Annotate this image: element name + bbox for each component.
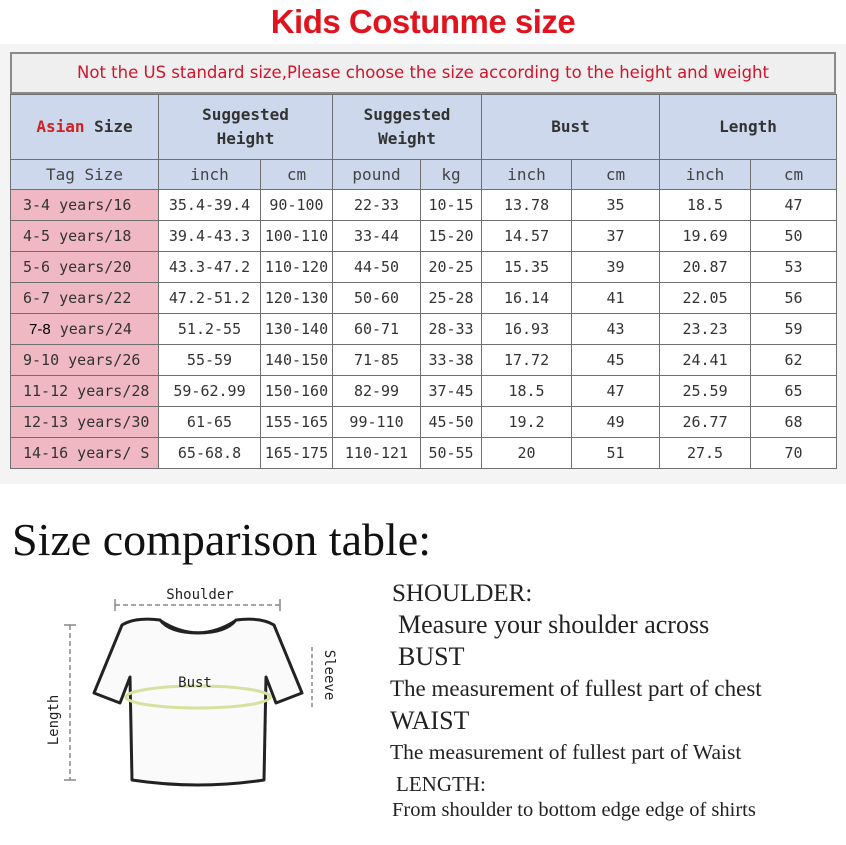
table-row <box>11 190 837 221</box>
cell-h-cm: 90-100 <box>261 190 333 221</box>
cell-h-cm: 155-165 <box>261 407 333 438</box>
table-row <box>11 345 837 376</box>
subheader-cell: Tag Size <box>11 160 159 190</box>
table-subheader-row <box>11 160 837 190</box>
tag-size-cell: 9-10 years/26 <box>11 345 159 376</box>
table-row <box>11 376 837 407</box>
cell-b-cm: 39 <box>572 252 660 283</box>
waist-text: The measurement of fullest part of Waist <box>390 740 742 764</box>
subheader-cell: pound <box>333 160 421 190</box>
tshirt-outline <box>94 619 302 785</box>
cell-l-cm: 70 <box>751 438 837 469</box>
cell-h-inch: 65-68.8 <box>159 438 261 469</box>
cell-b-cm: 35 <box>572 190 660 221</box>
table-row <box>11 252 837 283</box>
table-row <box>11 283 837 314</box>
cell-h-cm: 150-160 <box>261 376 333 407</box>
subheader-cell: cm <box>572 160 660 190</box>
cell-l-inch: 18.5 <box>660 190 751 221</box>
shoulder-label: Shoulder <box>166 587 234 603</box>
table-row <box>11 438 837 469</box>
bust-heading: BUST <box>398 642 465 671</box>
length-label: Length <box>46 694 62 746</box>
table-row <box>11 221 837 252</box>
tshirt-diagram <box>40 575 350 800</box>
cell-w-lb: 60-71 <box>333 314 421 345</box>
subheader-cell: inch <box>482 160 572 190</box>
cell-l-cm: 50 <box>751 221 837 252</box>
cell-w-lb: 110-121 <box>333 438 421 469</box>
cell-h-cm: 110-120 <box>261 252 333 283</box>
cell-h-inch: 39.4-43.3 <box>159 221 261 252</box>
cell-h-cm: 100-110 <box>261 221 333 252</box>
header-suggested-height: Suggested Height <box>159 95 333 160</box>
cell-h-inch: 51.2-55 <box>159 314 261 345</box>
cell-l-inch: 19.69 <box>660 221 751 252</box>
cell-b-inch: 15.35 <box>482 252 572 283</box>
cell-w-kg: 33-38 <box>421 345 482 376</box>
cell-l-inch: 22.05 <box>660 283 751 314</box>
cell-b-inch: 17.72 <box>482 345 572 376</box>
cell-h-cm: 120-130 <box>261 283 333 314</box>
cell-l-cm: 68 <box>751 407 837 438</box>
cell-w-lb: 33-44 <box>333 221 421 252</box>
table-header-row <box>11 95 837 160</box>
cell-w-kg: 45-50 <box>421 407 482 438</box>
cell-h-inch: 55-59 <box>159 345 261 376</box>
cell-b-cm: 41 <box>572 283 660 314</box>
cell-w-kg: 37-45 <box>421 376 482 407</box>
subheader-cell: inch <box>159 160 261 190</box>
cell-w-kg: 15-20 <box>421 221 482 252</box>
cell-l-cm: 65 <box>751 376 837 407</box>
cell-w-lb: 99-110 <box>333 407 421 438</box>
header-bust: Bust <box>482 95 660 160</box>
cell-b-inch: 16.93 <box>482 314 572 345</box>
cell-l-cm: 62 <box>751 345 837 376</box>
cell-w-kg: 25-28 <box>421 283 482 314</box>
cell-h-inch: 59-62.99 <box>159 376 261 407</box>
cell-l-inch: 20.87 <box>660 252 751 283</box>
cell-b-cm: 45 <box>572 345 660 376</box>
size-table <box>10 94 837 469</box>
cell-b-inch: 20 <box>482 438 572 469</box>
cell-b-inch: 14.57 <box>482 221 572 252</box>
header-asian-size: Asian Size <box>11 95 159 160</box>
cell-b-cm: 51 <box>572 438 660 469</box>
cell-l-cm: 56 <box>751 283 837 314</box>
cell-h-cm: 130-140 <box>261 314 333 345</box>
cell-h-cm: 140-150 <box>261 345 333 376</box>
tag-size-cell: 3-4 years/16 <box>11 190 159 221</box>
size-notice: Not the US standard size,Please choose the size according to the height and weight <box>10 52 836 94</box>
shoulder-text: Measure your shoulder across <box>398 610 710 639</box>
header-suggested-weight: Suggested Weight <box>333 95 482 160</box>
header-length: Length <box>660 95 837 160</box>
cell-w-lb: 50-60 <box>333 283 421 314</box>
comparison-title: Size comparison table: <box>12 514 431 565</box>
cell-w-kg: 28-33 <box>421 314 482 345</box>
cell-w-kg: 20-25 <box>421 252 482 283</box>
cell-l-cm: 59 <box>751 314 837 345</box>
length-heading: LENGTH: <box>396 772 486 796</box>
cell-w-lb: 71-85 <box>333 345 421 376</box>
cell-w-lb: 44-50 <box>333 252 421 283</box>
cell-l-inch: 26.77 <box>660 407 751 438</box>
cell-w-kg: 50-55 <box>421 438 482 469</box>
cell-b-cm: 49 <box>572 407 660 438</box>
cell-b-inch: 18.5 <box>482 376 572 407</box>
cell-h-inch: 43.3-47.2 <box>159 252 261 283</box>
sleeve-label: Sleeve <box>321 649 337 701</box>
cell-w-lb: 82-99 <box>333 376 421 407</box>
cell-b-cm: 37 <box>572 221 660 252</box>
cell-l-cm: 47 <box>751 190 837 221</box>
tag-size-cell: 12-13 years/30 <box>11 407 159 438</box>
cell-h-inch: 35.4-39.4 <box>159 190 261 221</box>
cell-l-inch: 27.5 <box>660 438 751 469</box>
length-text: From shoulder to bottom edge edge of shirts <box>392 799 756 821</box>
cell-b-inch: 16.14 <box>482 283 572 314</box>
cell-h-inch: 47.2-51.2 <box>159 283 261 314</box>
tag-size-cell: 6-7 years/22 <box>11 283 159 314</box>
cell-l-inch: 23.23 <box>660 314 751 345</box>
cell-l-inch: 24.41 <box>660 345 751 376</box>
bust-text: The measurement of fullest part of chest <box>390 676 762 701</box>
cell-b-cm: 47 <box>572 376 660 407</box>
table-body <box>11 190 837 469</box>
cell-b-inch: 19.2 <box>482 407 572 438</box>
cell-h-cm: 165-175 <box>261 438 333 469</box>
cell-l-inch: 25.59 <box>660 376 751 407</box>
cell-b-cm: 43 <box>572 314 660 345</box>
cell-h-inch: 61-65 <box>159 407 261 438</box>
table-row <box>11 407 837 438</box>
tag-size-cell: 14-16 years/ S <box>11 438 159 469</box>
subheader-cell: inch <box>660 160 751 190</box>
cell-w-kg: 10-15 <box>421 190 482 221</box>
page-title: Kids Costunme size <box>270 3 576 40</box>
shoulder-heading: SHOULDER: <box>392 580 533 607</box>
cell-l-cm: 53 <box>751 252 837 283</box>
cell-b-inch: 13.78 <box>482 190 572 221</box>
subheader-cell: cm <box>751 160 837 190</box>
subheader-cell: kg <box>421 160 482 190</box>
table-row <box>11 314 837 345</box>
tag-size-cell: 7-8 years/24 <box>11 314 159 345</box>
subheader-cell: cm <box>261 160 333 190</box>
tag-size-cell: 5-6 years/20 <box>11 252 159 283</box>
cell-w-lb: 22-33 <box>333 190 421 221</box>
waist-heading: WAIST <box>390 706 470 735</box>
tag-size-cell: 11-12 years/28 <box>11 376 159 407</box>
bust-label: Bust <box>178 675 212 691</box>
tag-size-cell: 4-5 years/18 <box>11 221 159 252</box>
